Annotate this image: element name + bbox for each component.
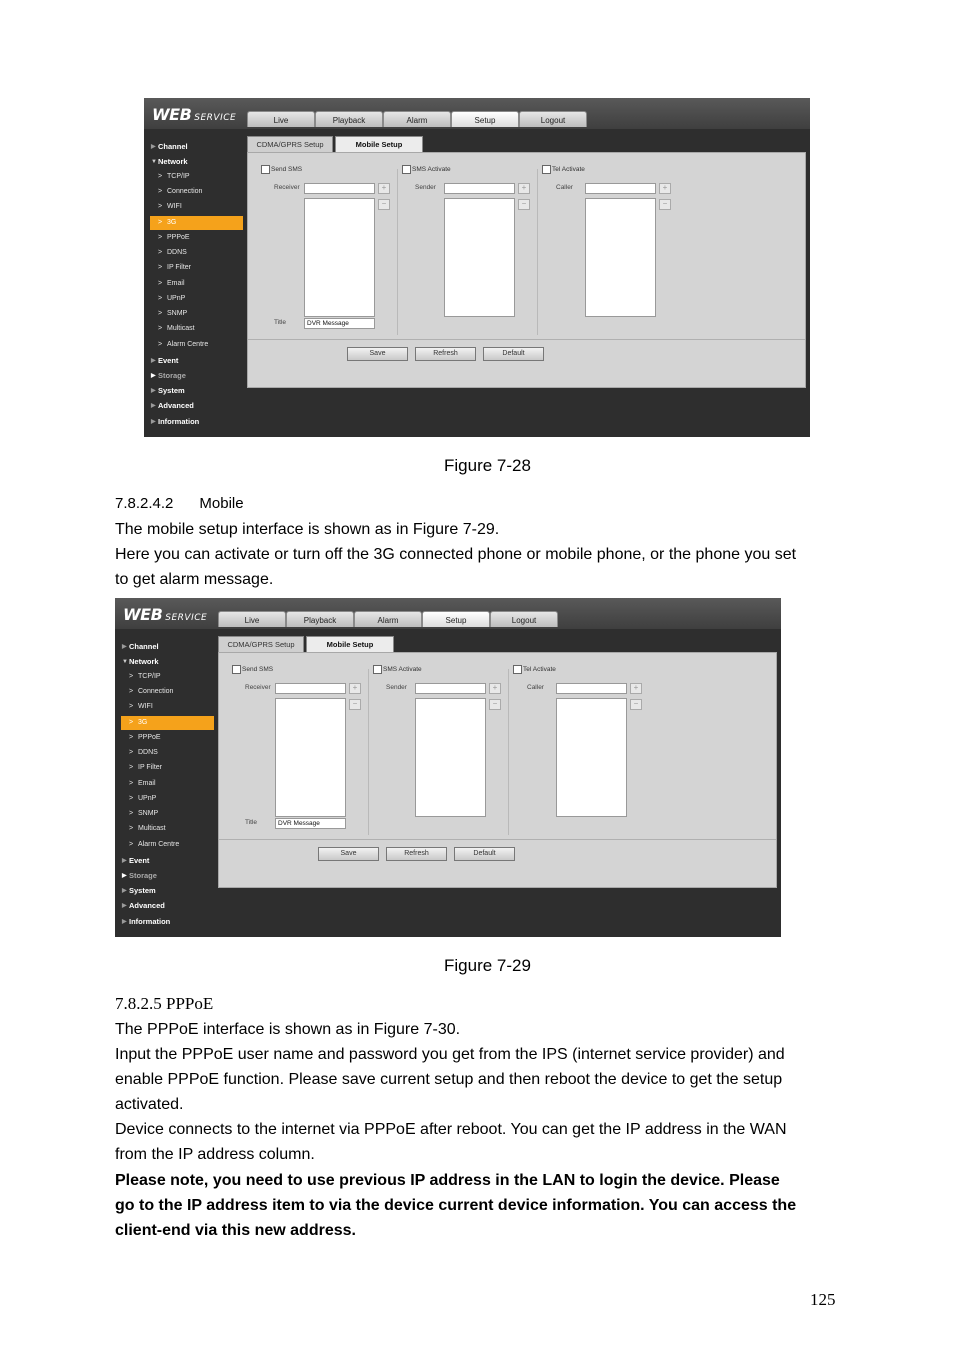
sidebar-item-upnp[interactable]: > UPnP — [158, 295, 186, 302]
sidebar-item-multicast[interactable]: > Multicast — [129, 825, 166, 832]
nav-tab-live[interactable]: Live — [247, 111, 315, 127]
add-caller-button[interactable]: + — [630, 683, 642, 694]
expanded-arrow-icon: ▼ — [151, 159, 157, 165]
nav-tab-playback[interactable]: Playback — [315, 111, 383, 127]
receiver-label: Receiver — [274, 184, 300, 191]
collapsed-arrow-icon: ▶ — [151, 144, 156, 150]
sidebar-item-snmp[interactable]: > SNMP — [158, 310, 188, 317]
sidebar-item-event[interactable]: ▶ Event — [115, 854, 218, 868]
collapsed-arrow-icon: ▶ — [122, 888, 127, 894]
sidebar-item-ip-filter[interactable]: > IP Filter — [129, 764, 162, 771]
top-bar — [144, 98, 810, 129]
send-sms-option[interactable]: Send SMS — [261, 165, 302, 174]
web-service-logo: WEB SERVICE — [123, 605, 208, 624]
remove-sender-button[interactable]: − — [518, 199, 530, 210]
column-divider — [368, 669, 369, 835]
sidebar-item-channel[interactable]: ▶ Channel — [144, 140, 247, 154]
top-bar — [115, 598, 781, 629]
section-heading-mobile: 7.8.2.4.2 Mobile — [115, 495, 244, 512]
title-input[interactable]: DVR Message — [275, 818, 346, 829]
page-number: 125 — [810, 1290, 836, 1309]
collapsed-arrow-icon: ▶ — [151, 373, 156, 379]
sidebar-item-wifi[interactable]: > WIFI — [158, 203, 182, 210]
sidebar-item-channel[interactable]: ▶ Channel — [115, 640, 218, 654]
receiver-list[interactable] — [304, 198, 375, 317]
sidebar-item-connection[interactable]: > Connection — [158, 188, 203, 195]
column-divider — [537, 169, 538, 335]
save-button[interactable]: Save — [347, 347, 408, 361]
divider — [219, 839, 776, 840]
web-service-logo: WEB SERVICE — [152, 105, 237, 124]
collapsed-arrow-icon: ▶ — [122, 858, 127, 864]
remove-caller-button[interactable]: − — [630, 699, 642, 710]
settings-panel — [247, 129, 810, 437]
receiver-input[interactable] — [275, 683, 346, 694]
remove-receiver-button[interactable]: − — [378, 199, 390, 210]
collapsed-arrow-icon: ▶ — [122, 903, 127, 909]
tel-activate-option[interactable]: Tel Activate — [513, 665, 556, 674]
paragraph: Here you can activate or turn off the 3G connected phone or mobile phone, or the phone you set — [115, 546, 797, 563]
sender-input[interactable] — [415, 683, 486, 694]
nav-tab-logout[interactable]: Logout — [490, 611, 558, 627]
collapsed-arrow-icon: ▶ — [151, 403, 156, 409]
paragraph: activated. — [115, 1096, 184, 1113]
sidebar-item-network[interactable]: ▼ Network — [144, 155, 247, 169]
column-divider — [397, 169, 398, 335]
sidebar-item-connection[interactable]: > Connection — [129, 688, 174, 695]
sidebar-item-tcpip[interactable]: > TCP/IP — [158, 173, 190, 180]
nav-tab-playback[interactable]: Playback — [286, 611, 354, 627]
nav-tab-live[interactable]: Live — [218, 611, 286, 627]
sidebar-item-3g[interactable]: > 3G — [150, 216, 243, 230]
paragraph: The mobile setup interface is shown as in Figure 7-29. — [115, 521, 500, 538]
send-sms-option[interactable]: Send SMS — [232, 665, 273, 674]
caller-label: Caller — [527, 684, 544, 691]
sidebar-item-information[interactable]: ▶ Information — [115, 915, 218, 929]
remove-receiver-button[interactable]: − — [349, 699, 361, 710]
divider — [248, 339, 805, 340]
caller-list[interactable] — [585, 198, 656, 317]
sidebar-item-network[interactable]: ▼ Network — [115, 655, 218, 669]
note-paragraph: client-end via this new address. — [115, 1222, 356, 1239]
tab-mobile-setup[interactable]: Mobile Setup — [306, 636, 394, 652]
caller-list[interactable] — [556, 698, 627, 817]
tel-activate-option[interactable]: Tel Activate — [542, 165, 585, 174]
tab-mobile-setup[interactable]: Mobile Setup — [335, 136, 423, 152]
add-caller-button[interactable]: + — [659, 183, 671, 194]
sidebar-item-advanced[interactable]: ▶ Advanced — [115, 899, 218, 913]
column-divider — [508, 669, 509, 835]
sidebar — [144, 129, 247, 437]
sidebar-item-email[interactable]: > Email — [158, 280, 185, 287]
sidebar-item-upnp[interactable]: > UPnP — [129, 795, 157, 802]
mobile-setup-form — [218, 652, 777, 888]
collapsed-arrow-icon: ▶ — [122, 873, 127, 879]
default-button[interactable]: Default — [483, 347, 544, 361]
sidebar-item-ddns[interactable]: > DDNS — [158, 249, 187, 256]
sender-list[interactable] — [415, 698, 486, 817]
sidebar-item-system[interactable]: ▶ System — [144, 384, 247, 398]
sidebar-item-storage[interactable]: ▶ Storage — [115, 869, 218, 883]
paragraph: from the IP address column. — [115, 1146, 315, 1163]
refresh-button[interactable]: Refresh — [415, 347, 476, 361]
title-label: Title — [245, 819, 258, 826]
refresh-button[interactable]: Refresh — [386, 847, 447, 861]
sms-activate-checkbox[interactable] — [402, 165, 411, 174]
tel-activate-checkbox[interactable] — [513, 665, 522, 674]
tel-activate-checkbox[interactable] — [542, 165, 551, 174]
sender-label: Sender — [386, 684, 407, 691]
sidebar — [115, 629, 218, 937]
collapsed-arrow-icon: ▶ — [151, 419, 156, 425]
mobile-setup-form — [247, 152, 806, 388]
note-paragraph: Please note, you need to use previous IP address in the LAN to login the device. Please — [115, 1172, 780, 1189]
paragraph: Input the PPPoE user name and password you get from the IPS (internet service provider) and — [115, 1046, 785, 1063]
note-paragraph: go to the IP address item to via the device current device information. You can access the — [115, 1197, 797, 1214]
sidebar-item-wifi[interactable]: > WIFI — [129, 703, 153, 710]
figure-7-28-screenshot — [144, 98, 810, 437]
figure-caption: Figure 7-28 — [444, 456, 531, 475]
title-label: Title — [274, 319, 287, 326]
send-sms-checkbox[interactable] — [261, 165, 270, 174]
sender-label: Sender — [415, 184, 436, 191]
sidebar-item-alarm-centre[interactable]: > Alarm Centre — [129, 841, 180, 848]
sidebar-item-multicast[interactable]: > Multicast — [158, 325, 195, 332]
nav-tab-setup[interactable]: Setup — [422, 611, 490, 627]
sms-activate-option[interactable]: SMS Activate — [402, 165, 451, 174]
sender-input[interactable] — [444, 183, 515, 194]
sidebar-item-storage[interactable]: ▶ Storage — [144, 369, 247, 383]
sidebar-item-ddns[interactable]: > DDNS — [129, 749, 158, 756]
add-sender-button[interactable]: + — [518, 183, 530, 194]
figure-7-29-screenshot — [115, 598, 781, 937]
title-input[interactable]: DVR Message — [304, 318, 375, 329]
sidebar-item-system[interactable]: ▶ System — [115, 884, 218, 898]
sidebar-item-snmp[interactable]: > SNMP — [129, 810, 159, 817]
section-heading-pppoe: 7.8.2.5 PPPoE — [115, 994, 214, 1013]
add-receiver-button[interactable]: + — [349, 683, 361, 694]
paragraph: The PPPoE interface is shown as in Figure 7-30. — [115, 1021, 461, 1038]
sidebar-item-information[interactable]: ▶ Information — [144, 415, 247, 429]
sidebar-item-ip-filter[interactable]: > IP Filter — [158, 264, 191, 271]
add-sender-button[interactable]: + — [489, 683, 501, 694]
sidebar-item-alarm-centre[interactable]: > Alarm Centre — [158, 341, 209, 348]
caller-input[interactable] — [556, 683, 627, 694]
sms-activate-option[interactable]: SMS Activate — [373, 665, 422, 674]
receiver-input[interactable] — [304, 183, 375, 194]
caller-label: Caller — [556, 184, 573, 191]
send-sms-checkbox[interactable] — [232, 665, 241, 674]
settings-panel — [218, 629, 781, 937]
default-button[interactable]: Default — [454, 847, 515, 861]
tab-cdma-gprs-setup[interactable]: CDMA/GPRS Setup — [218, 636, 304, 652]
receiver-list[interactable] — [275, 698, 346, 817]
sidebar-item-pppoe[interactable]: > PPPoE — [129, 734, 161, 741]
sidebar-item-tcpip[interactable]: > TCP/IP — [129, 673, 161, 680]
nav-tab-logout[interactable]: Logout — [519, 111, 587, 127]
tab-cdma-gprs-setup[interactable]: CDMA/GPRS Setup — [247, 136, 333, 152]
paragraph: Device connects to the internet via PPPoE after reboot. You can get the IP address in the WAN — [115, 1121, 787, 1138]
nav-tab-alarm[interactable]: Alarm — [354, 611, 422, 627]
collapsed-arrow-icon: ▶ — [151, 388, 156, 394]
collapsed-arrow-icon: ▶ — [122, 644, 127, 650]
receiver-label: Receiver — [245, 684, 271, 691]
paragraph: enable PPPoE function. Please save current setup and then reboot the device to get the setup — [115, 1071, 783, 1088]
sidebar-item-advanced[interactable]: ▶ Advanced — [144, 399, 247, 413]
expanded-arrow-icon: ▼ — [122, 659, 128, 665]
save-button[interactable]: Save — [318, 847, 379, 861]
remove-sender-button[interactable]: − — [489, 699, 501, 710]
collapsed-arrow-icon: ▶ — [122, 919, 127, 925]
add-receiver-button[interactable]: + — [378, 183, 390, 194]
collapsed-arrow-icon: ▶ — [151, 358, 156, 364]
sender-list[interactable] — [444, 198, 515, 317]
remove-caller-button[interactable]: − — [659, 199, 671, 210]
sidebar-item-pppoe[interactable]: > PPPoE — [158, 234, 190, 241]
sms-activate-checkbox[interactable] — [373, 665, 382, 674]
caller-input[interactable] — [585, 183, 656, 194]
sidebar-item-email[interactable]: > Email — [129, 780, 156, 787]
figure-caption: Figure 7-29 — [444, 956, 531, 975]
sidebar-item-event[interactable]: ▶ Event — [144, 354, 247, 368]
paragraph: to get alarm message. — [115, 571, 274, 588]
nav-tab-alarm[interactable]: Alarm — [383, 111, 451, 127]
sidebar-item-3g[interactable]: > 3G — [121, 716, 214, 730]
nav-tab-setup[interactable]: Setup — [451, 111, 519, 127]
